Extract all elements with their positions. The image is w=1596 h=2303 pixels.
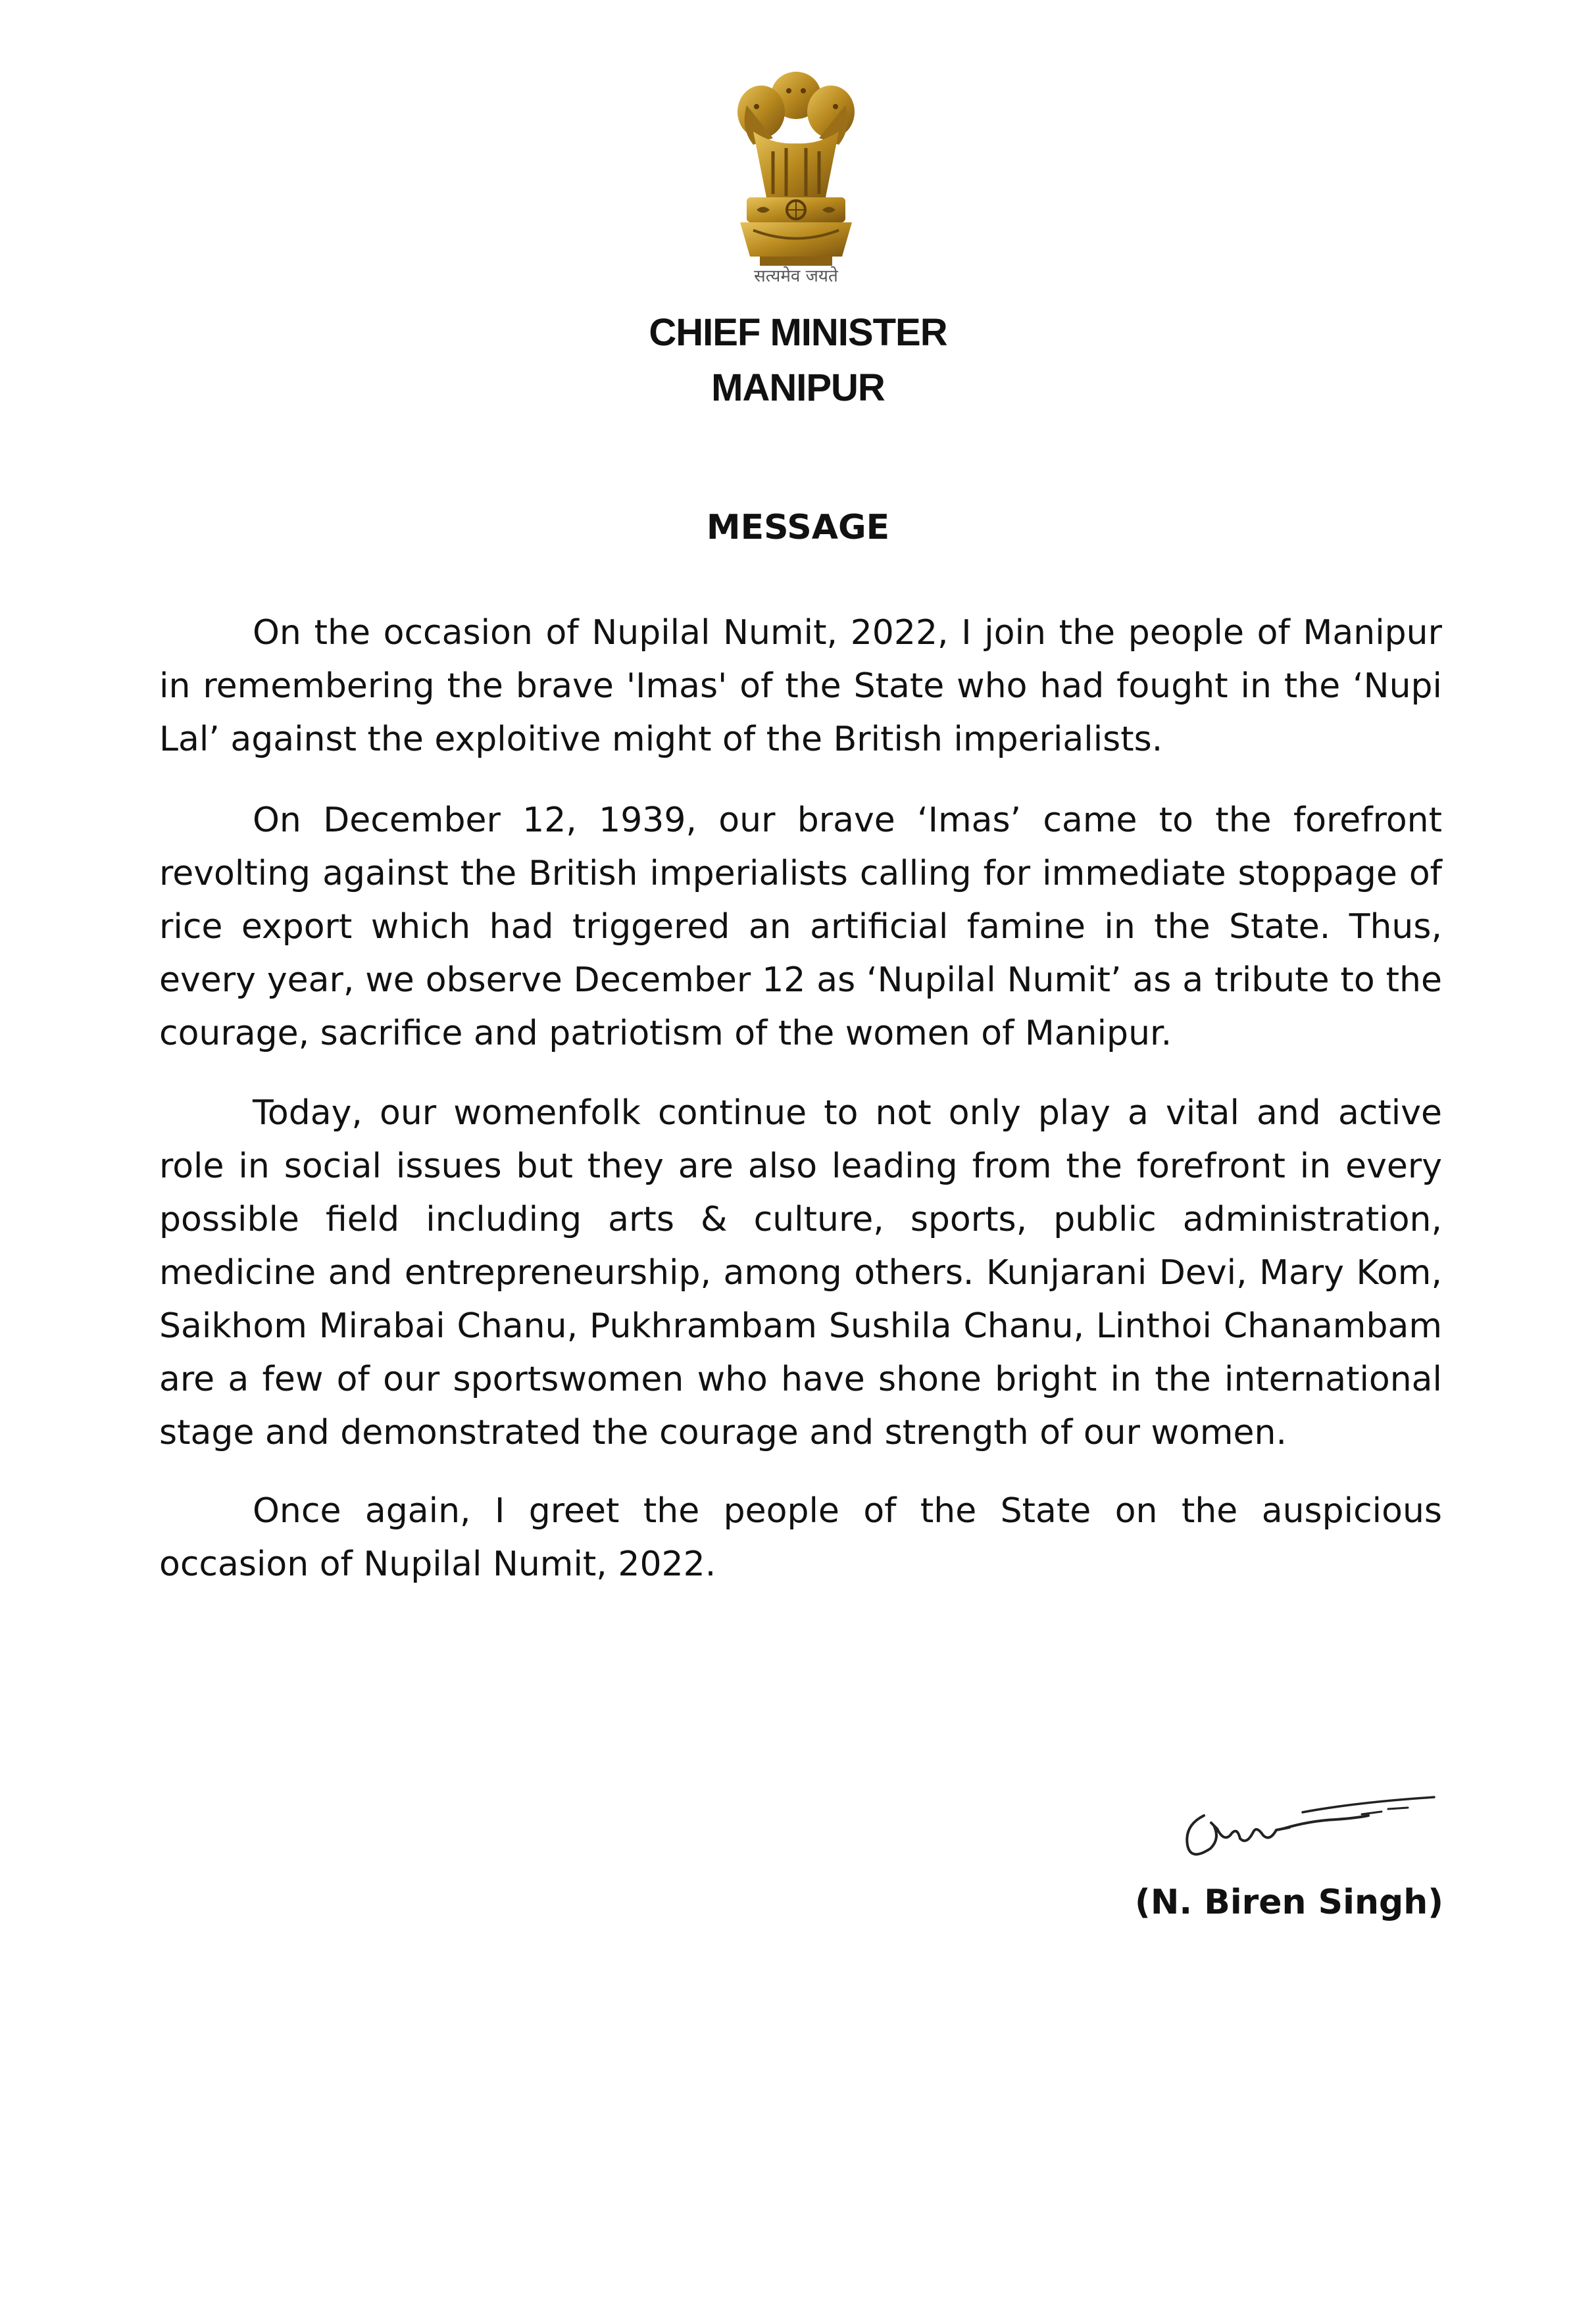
handwritten-signature-icon bbox=[1158, 1789, 1460, 1875]
office-state: MANIPUR bbox=[711, 366, 885, 409]
message-paragraph: On December 12, 1939, our brave ‘Imas’ came to the forefront revolting against the British imperialists calling for immediate stoppage of rice export which had triggered an artificial famine in the State. Thus, every year, we observe December 12 as ‘Nupilal Numit’ as a tribute to the courage, sacrifice and patriotism of the women of Manipur. bbox=[159, 801, 1442, 1053]
national-emblem-icon bbox=[720, 66, 872, 283]
message-heading: MESSAGE bbox=[706, 508, 890, 547]
motto-text: सत्यमेव जयते bbox=[754, 266, 838, 286]
message-paragraph: Once again, I greet the people of the State on the auspicious occasion of Nupilal Numit, 2022. bbox=[159, 1491, 1442, 1584]
office-title: CHIEF MINISTER bbox=[649, 311, 947, 354]
message-paragraph: Today, our womenfolk continue to not only play a vital and active role in social issues but they are also leading from the forefront in every possible field including arts & culture, sports, public administration, medicine and entrepreneurship, among others. Kunjarani Devi, Mary Kom, Saikhom Mirabai Chanu, Pukhrambam Sushila Chanu, Linthoi Chanambam are a few of our sportswomen who have shone bright in the international stage and demonstrated the courage and strength of our women. bbox=[159, 1093, 1442, 1452]
signatory-name: (N. Biren Singh) bbox=[1135, 1883, 1443, 1922]
message-paragraph: On the occasion of Nupilal Numit, 2022, I join the people of Manipur in remembering the brave 'Imas' of the State who had fought in the ‘Nupi Lal’ against the exploitive might of the British imperialists. bbox=[159, 613, 1442, 759]
